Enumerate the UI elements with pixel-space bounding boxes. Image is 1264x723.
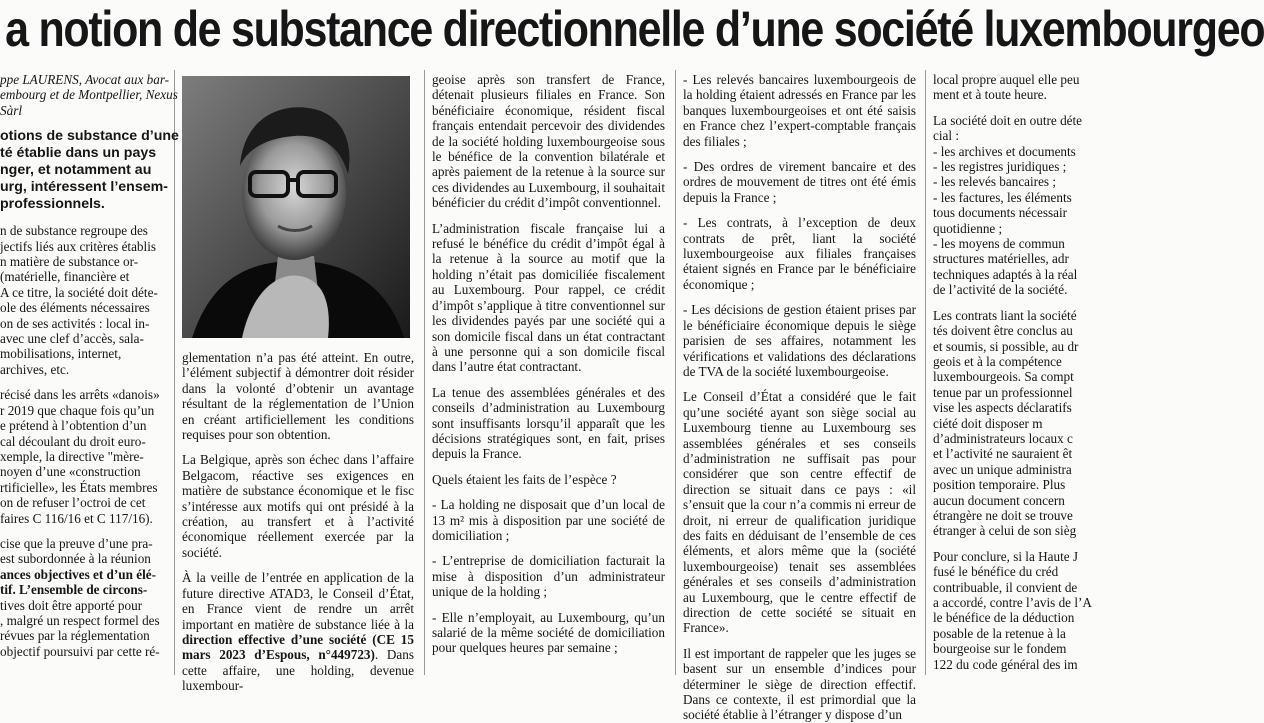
paragraph: L’administration fiscale française lui a refusé le bénéfice du crédit d’impôt égal à la retenue à la source au motif que la holding n’était pas domiciliée fiscalement au Luxembourg. Pour rappel, ce crédit d’impôt s’applique à titre conventionnel sur les dividendes payés par une société qui a son domicile fiscal dans un état contractant à une personne qui a son domicile fiscal dans l’autre état contractant. (432, 220, 665, 375)
text-line: geois et à la compétence (933, 353, 1062, 369)
text-line: contribuable, il convient de (933, 579, 1078, 595)
text-line: faires C 116/16 et C 117/16). (0, 510, 153, 526)
paragraph: - Les décisions de gestion étaient prises par le bénéficiaire économique depuis le siège parisien de ses affaires, notamment les vérifications et validations des déclarations de TVA de la société luxembourgeoise. (683, 302, 916, 379)
text-line: avec un unique administra (933, 461, 1072, 477)
text-line: r 2019 que chaque fois qu’un (0, 402, 155, 418)
text-line: Les contrats liant la société (933, 307, 1077, 323)
text-line: ment et à toute heure. (933, 87, 1047, 103)
column-2 (182, 350, 414, 694)
text-line: fusé le bénéfice du créd (933, 564, 1059, 580)
paragraph (933, 72, 1080, 103)
text-line: position temporaire. Plus (933, 477, 1066, 493)
text-line: étranger à celui de son sièg (933, 523, 1077, 539)
paragraph (933, 548, 1092, 672)
text-line: d’administrateurs locaux c (933, 430, 1073, 446)
text-line: cal découlant du droit euro- (0, 433, 146, 449)
text-line: structures matérielles, adr (933, 251, 1069, 267)
author-portrait-photo (182, 76, 410, 338)
author-line: Sàrl (0, 102, 22, 118)
text-line: - les relevés bancaires ; (933, 174, 1057, 190)
text-line: techniques adaptés à la réal (933, 266, 1078, 282)
bold-reference: direction effective d’une société (CE 15 mars 2023 d’Espous, n°449723) (182, 631, 414, 663)
chapo-line: professionnels. (0, 196, 105, 213)
text-line: étrangère ne doit se trouve (933, 507, 1073, 523)
text-line: - les factures, les éléments (933, 189, 1072, 205)
text-line: posable de la retenue à la (933, 625, 1066, 641)
text-line: ciété doit disposer m (933, 415, 1043, 431)
column-rule (424, 70, 425, 675)
text-line: n de substance regroupe des (0, 223, 148, 239)
column-3 (432, 72, 665, 675)
paragraph: - Elle n’employait, au Luxembourg, qu’un salarié de la même société de domiciliation pour quelques heures par semaine ; (432, 609, 665, 656)
text-line: tenue par un professionnel (933, 384, 1073, 400)
text-line: - les moyens de commun (933, 236, 1065, 252)
text-line: local propre auquel elle peu (933, 72, 1080, 87)
column-rule (675, 70, 676, 675)
text-line: récisé dans les arrêts «danois» (0, 387, 160, 403)
paragraph: La tenue des assemblées générales et des conseils d’administration au Luxembourg sont insuffisants lorsqu’il apparaît que les décisions stratégiques sont, en fait, prises depuis la France. (432, 384, 665, 462)
paragraph (933, 112, 1083, 298)
paragraph: - La holding ne disposait que d’un local de 13 m² mis à disposition par une société de domiciliation ; (432, 497, 665, 543)
paragraph: - Les relevés bancaires luxembourgeois de la holding étaient adressés en France par les banques luxembourgeoises et ont été saisis en France chez l’expert-comptable français des filiales ; (683, 72, 916, 149)
chapo-line: urg, intéressent l’ensem- (0, 179, 168, 196)
paragraph: - L’entreprise de domiciliation facturait la mise à disposition d’un administrateur unique de la holding ; (432, 553, 665, 600)
text-line: tous documents nécessair (933, 205, 1068, 221)
text-run: À la veille de l’entrée en application de la future directive ATAD3, le Conseil d’État, en France vient de rendre un arrêt important en matière de substance liée à la (182, 570, 414, 632)
text-line: on de refuser l’octroi de cet (0, 495, 146, 511)
text-line: ole des éléments nécessaires (0, 300, 150, 316)
chapo (0, 128, 179, 213)
paragraph: geoise après son transfert de France, détenait plusieurs filiales en France. Son bénéficiaire économique, résident fiscal français entendait percevoir des dividendes de la société holding luxembourgeoise sous le bénéfice de la convention bilatérale et après paiement de la retenue à la source sur ces dividendes au Luxembourg, il souhaitait bénéficier du crédit d’impôt conventionnel. (432, 72, 665, 211)
paragraph: Le Conseil d’État a considéré que le fait qu’une société ayant son siège social au Luxembourg tienne au Luxembourg ses assemblées générales et ses conseils d’administration ne suffisait pas pour considérer que son centre effectif de direction se situait dans ce pays : «il s’ensuit que la cour n’a commis ni erreur de droit, ni erreur de qualification juridique des faits en déduisant de l’ensemble de ces éléments, et alors même que la (société luxembourgeoise) tenait ses assemblées générales et ses conseils d’administration au Luxembourg, que le centre effectif de direction de cette société se situait en France». (683, 389, 916, 636)
author-byline (0, 72, 178, 118)
chapo-line: otions de substance d’une (0, 128, 179, 145)
text-line: noyen d’une «construction (0, 464, 141, 480)
text-line: jectifs liés aux critères établis (0, 238, 156, 254)
column-5 (933, 72, 1092, 675)
column-rule (174, 70, 175, 675)
paragraph (0, 536, 170, 659)
text-line: luxembourgeois. Sa compt (933, 369, 1074, 385)
text-line: - les archives et documents (933, 143, 1076, 159)
text-line: tés doivent être conclus au (933, 323, 1073, 339)
paragraph: - Des ordres de virement bancaire et des ordres de mouvement de titres ont été émis depuis la France ; (683, 159, 916, 205)
text-line: et l’activité ne sauraient êt (933, 446, 1073, 462)
text-line: mobilisations, internet, (0, 346, 122, 362)
text-line: de l’activité de la société. (933, 282, 1068, 298)
paragraph: glementation n’a pas été atteint. En outre, l’élément subjectif à démontrer doit résider dans la volonté d’obtenir un avantage résultant de la réglementation de l’Union en créant artificiellement les conditions requises pour son obtention. (182, 350, 414, 443)
text-line: A ce titre, la société doit déte- (0, 284, 158, 300)
text-line: archives, etc. (0, 361, 70, 377)
text-line: ances objectives et d’un élé- (0, 566, 157, 582)
paragraph (182, 570, 414, 693)
column-rule (925, 70, 926, 675)
text-line: on de ses activités : local in- (0, 315, 150, 331)
text-line: xemple, la directive "mère- (0, 448, 144, 464)
text-line: aucun document concern (933, 492, 1065, 508)
text-line: tif. L’ensemble de circons- (0, 582, 148, 598)
text-line: et soumis, si possible, au dr (933, 338, 1079, 354)
text-line: est subordonnée à la réunion (0, 551, 151, 567)
text-line: , malgré un respect formel des (0, 612, 160, 628)
text-line: cial : (933, 128, 959, 144)
author-line: embourg et de Montpellier, Nexus (0, 87, 178, 103)
text-line: vise les aspects déclaratifs (933, 400, 1072, 416)
text-line: rtificielle», les États membres (0, 479, 158, 495)
text-line: n matière de substance or- (0, 254, 139, 270)
text-line: 122 du code général des im (933, 656, 1078, 672)
paragraph: Il est important de rappeler que les juges se basent sur un ensemble d’indices pour déterminer le siège de direction effectif. Dans ce contexte, il est primordial que la société établie à l’étranger y dispose d’un (683, 645, 916, 723)
chapo-line: nger, et notamment au (0, 162, 152, 179)
text-line: La société doit en outre déte (933, 112, 1083, 128)
article-headline: a notion de substance directionnelle d’une société luxembourgeo (5, 1, 1264, 57)
author-line: ppe LAURENS, Avocat aux bar- (0, 72, 170, 87)
column-4 (683, 72, 916, 723)
text-line: tives doit être apporté pour (0, 597, 143, 613)
text-line: objectif poursuivi par cette ré- (0, 643, 160, 659)
paragraph: La Belgique, après son échec dans l’affaire Belgacom, réactive ses exigences en matière de substance économique et le fisc s’intéresse aux motifs qui ont présidé à la création, au transfert et à l’activité économique réellement exercée par la société. (182, 452, 414, 560)
text-line: Pour conclure, si la Haute J (933, 548, 1079, 564)
chapo-line: té établie dans un pays (0, 145, 157, 162)
paragraph (0, 223, 170, 377)
text-line: cise que la preuve d’une pra- (0, 535, 153, 551)
paragraph: - Les contrats, à l’exception de deux contrats de prêt, liant la société luxembourgeoise aux filiales françaises étaient signés en France par le bénéficiaire économique ; (683, 215, 916, 292)
text-line: a accordé, contre l’avis de l’A (933, 595, 1092, 610)
subheading: Quels étaient les faits de l’espèce ? (432, 471, 617, 487)
text-line: - les registres juridiques ; (933, 159, 1067, 175)
text-line: quotidienne ; (933, 220, 1003, 236)
text-line: révues par la réglementation (0, 628, 150, 644)
text-line: (matérielle, financière et (0, 269, 130, 285)
text-run: . Dans cette affaire, une holding, devenue luxembour- (182, 647, 414, 694)
text-line: le bénéfice de la déduction (933, 610, 1075, 626)
column-1 (0, 72, 179, 675)
text-line: avec une clef d’accès, sala- (0, 331, 144, 347)
paragraph (0, 387, 170, 526)
paragraph (933, 308, 1080, 539)
text-line: bourgeoise sur le fondem (933, 641, 1067, 657)
portrait-illustration (182, 76, 410, 338)
text-line: e prétend à l’obtention d’un (0, 418, 147, 434)
